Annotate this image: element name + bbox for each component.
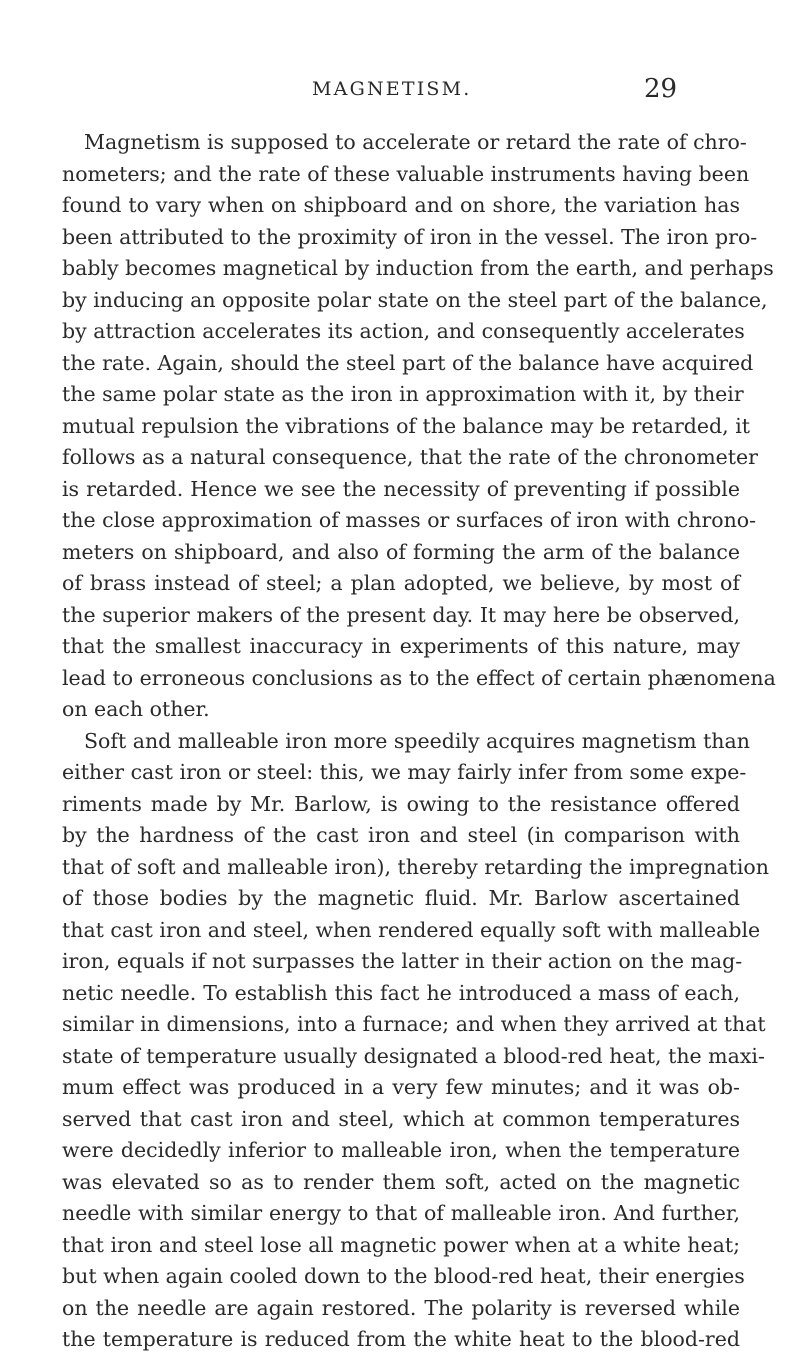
text-line: was elevated so as to render them soft, acted on the magnetic (62, 1169, 740, 1194)
text-line: the rate. Again, should the steel part of the balance have acquired (62, 350, 754, 375)
text-line: were decidedly inferior to malleable iron, when the temperature (62, 1138, 740, 1162)
text-line: mutual repulsion the vibrations of the balance may be retarded, it (62, 413, 750, 438)
text-line: netic needle. To establish this fact he introduced a mass of each, (62, 980, 740, 1005)
text-line: the superior makers of the present day. It may here be observed, (62, 602, 740, 627)
page-number: 29 (644, 74, 678, 104)
text-line: that iron and steel lose all magnetic power when at a white heat; (62, 1232, 740, 1257)
text-line: nometers; and the rate of these valuable instruments having been (62, 161, 750, 186)
text-line: by the hardness of the cast iron and steel (in comparison with (62, 823, 740, 847)
text-line: needle with similar energy to that of malleable iron. And further, (62, 1201, 740, 1225)
text-line: Magnetism is supposed to accelerate or retard the rate of chro- (84, 130, 747, 154)
text-line: of brass instead of steel; a plan adopted, we believe, by most of (62, 571, 740, 595)
text-line: that of soft and malleable iron), thereby retarding the impregnation (62, 854, 769, 879)
text-line: found to vary when on shipboard and on shore, the variation has (62, 193, 740, 217)
text-line: mum effect was produced in a very few minutes; and it was ob- (62, 1075, 740, 1099)
body-text (62, 127, 776, 1356)
text-line: that the smallest inaccuracy in experiments of this nature, may (62, 634, 740, 658)
text-line: the same polar state as the iron in approximation with it, by their (62, 382, 744, 406)
text-line: the close approximation of masses or surfaces of iron with chrono- (62, 508, 757, 532)
text-line: by inducing an opposite polar state on the steel part of the balance, (62, 287, 768, 312)
text-line: on the needle are again restored. The polarity is reversed while (62, 1295, 740, 1320)
text-line: bably becomes magnetical by induction from the earth, and perhaps (62, 256, 774, 280)
text-line: the temperature is reduced from the white heat to the blood-red (62, 1327, 740, 1351)
text-line: by attraction accelerates its action, and consequently accelerates (62, 319, 745, 343)
running-title: MAGNETISM. (312, 78, 472, 100)
text-line: served that cast iron and steel, which at common temperatures (62, 1106, 740, 1131)
text-line: follows as a natural consequence, that the rate of the chronometer (62, 445, 758, 469)
text-line: either cast iron or steel: this, we may fairly infer from some expe- (62, 760, 747, 784)
text-line: that cast iron and steel, when rendered equally soft with malleable (62, 917, 761, 942)
text-line: state of temperature usually designated a blood-red heat, the maxi- (62, 1043, 765, 1068)
text-line: but when again cooled down to the blood-red heat, their energies (62, 1264, 745, 1288)
text-line: is retarded. Hence we see the necessity of preventing if possible (62, 476, 740, 501)
text-line: lead to erroneous conclusions as to the effect of certain phænomena (62, 665, 776, 690)
text-line: been attributed to the proximity of iron in the vessel. The iron pro- (62, 224, 758, 249)
text-line: riments made by Mr. Barlow, is owing to the resistance offered (62, 791, 740, 816)
text-line: of those bodies by the magnetic fluid. Mr. Barlow ascertained (62, 886, 740, 910)
text-line: Soft and malleable iron more speedily acquires magnetism than (84, 728, 750, 753)
text-line: meters on shipboard, and also of forming the arm of the balance (62, 539, 740, 564)
text-line: similar in dimensions, into a furnace; and when they arrived at that (62, 1012, 766, 1036)
text-line: iron, equals if not surpasses the latter in their action on the mag- (62, 949, 743, 973)
text-line: on each other. (62, 697, 210, 721)
running-head (0, 74, 800, 108)
